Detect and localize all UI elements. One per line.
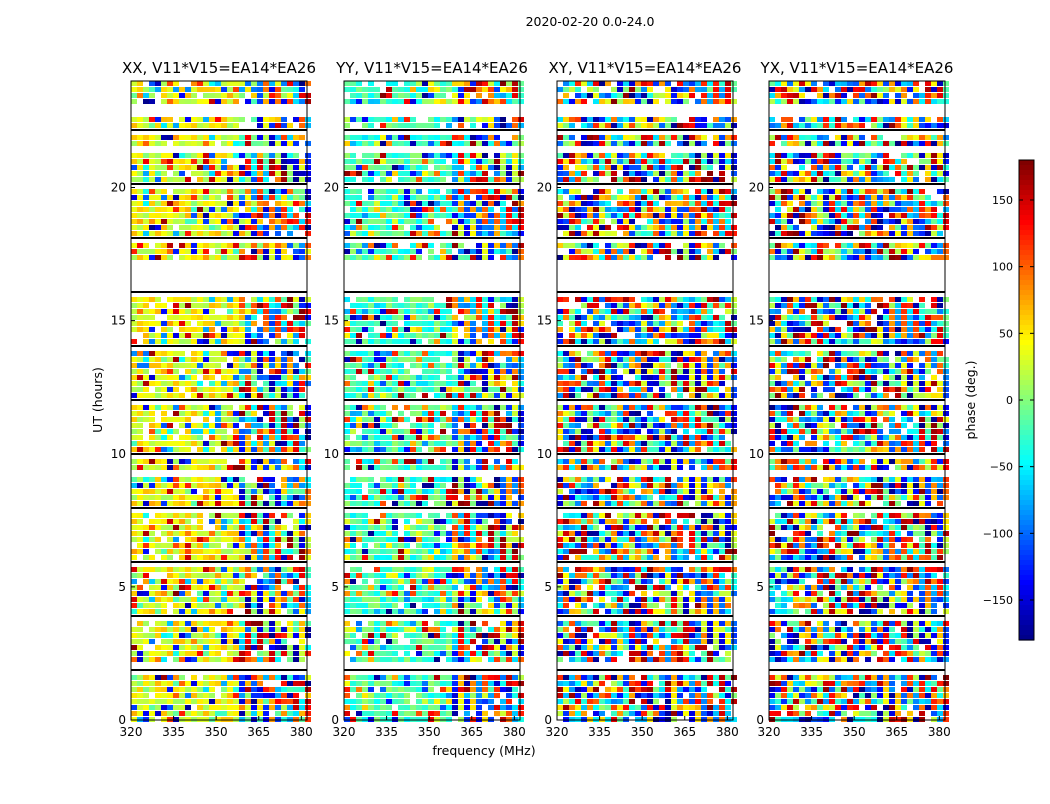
- x-tick-label: 380: [290, 725, 313, 739]
- y-tick-label: 15: [324, 314, 339, 328]
- phase-heatmap: [557, 81, 737, 722]
- colorbar-tick-label: 0: [1006, 394, 1013, 407]
- y-tick-label: 5: [331, 580, 339, 594]
- y-tick-label: 5: [756, 580, 764, 594]
- x-tick-label: 350: [843, 725, 866, 739]
- x-tick-label: 365: [247, 725, 270, 739]
- panel-0: [111, 59, 316, 739]
- colorbar-tick-label: 50: [999, 327, 1013, 340]
- phase-heatmap: [131, 81, 311, 722]
- colorbar-tick-label: −50: [990, 461, 1013, 474]
- x-tick-label: 320: [333, 725, 356, 739]
- x-tick-label: 365: [885, 725, 908, 739]
- x-tick-label: 335: [162, 725, 185, 739]
- y-tick-label: 20: [324, 181, 339, 195]
- x-tick-label: 380: [503, 725, 526, 739]
- y-tick-label: 5: [118, 580, 126, 594]
- phase-heatmap: [344, 81, 524, 722]
- x-tick-label: 350: [418, 725, 441, 739]
- panel-3: [749, 59, 954, 739]
- colorbar-tick-label: 100: [992, 261, 1013, 274]
- x-tick-label: 350: [631, 725, 654, 739]
- panels-group: [111, 59, 954, 739]
- y-tick-label: 10: [749, 447, 764, 461]
- x-axis-label: frequency (MHz): [432, 743, 535, 758]
- y-tick-label: 10: [111, 447, 126, 461]
- panel-title: YY, V11*V15=EA14*EA26: [335, 59, 528, 77]
- panel-2: [537, 59, 742, 739]
- colorbar-tick-label: −150: [983, 594, 1013, 607]
- y-tick-label: 15: [537, 314, 552, 328]
- y-tick-label: 10: [537, 447, 552, 461]
- panel-title: YX, V11*V15=EA14*EA26: [760, 59, 954, 77]
- x-tick-label: 335: [375, 725, 398, 739]
- y-tick-label: 20: [111, 181, 126, 195]
- colorbar-tick-label: −100: [983, 527, 1013, 540]
- y-tick-label: 0: [756, 713, 764, 727]
- x-tick-label: 320: [546, 725, 569, 739]
- panel-title: XX, V11*V15=EA14*EA26: [122, 59, 316, 77]
- colorbar: [963, 160, 1034, 641]
- x-tick-label: 335: [588, 725, 611, 739]
- colorbar-tick-label: 150: [992, 194, 1013, 207]
- phase-heatmap: [769, 81, 949, 722]
- y-tick-label: 0: [544, 713, 552, 727]
- x-tick-label: 320: [120, 725, 143, 739]
- x-tick-label: 380: [716, 725, 739, 739]
- x-tick-label: 320: [758, 725, 781, 739]
- y-tick-label: 15: [749, 314, 764, 328]
- colorbar-label: phase (deg.): [963, 361, 978, 440]
- x-tick-label: 350: [205, 725, 228, 739]
- figure-suptitle: 2020-02-20 0.0-24.0: [526, 14, 655, 29]
- y-tick-label: 10: [324, 447, 339, 461]
- y-axis-label: UT (hours): [90, 367, 105, 433]
- y-tick-label: 0: [331, 713, 339, 727]
- y-tick-label: 20: [537, 181, 552, 195]
- x-tick-label: 365: [460, 725, 483, 739]
- x-tick-label: 335: [800, 725, 823, 739]
- x-tick-label: 380: [928, 725, 951, 739]
- panel-1: [324, 59, 528, 739]
- panel-title: XY, V11*V15=EA14*EA26: [549, 59, 742, 77]
- y-tick-label: 5: [544, 580, 552, 594]
- x-tick-label: 365: [673, 725, 696, 739]
- y-tick-label: 15: [111, 314, 126, 328]
- y-tick-label: 0: [118, 713, 126, 727]
- y-tick-label: 20: [749, 181, 764, 195]
